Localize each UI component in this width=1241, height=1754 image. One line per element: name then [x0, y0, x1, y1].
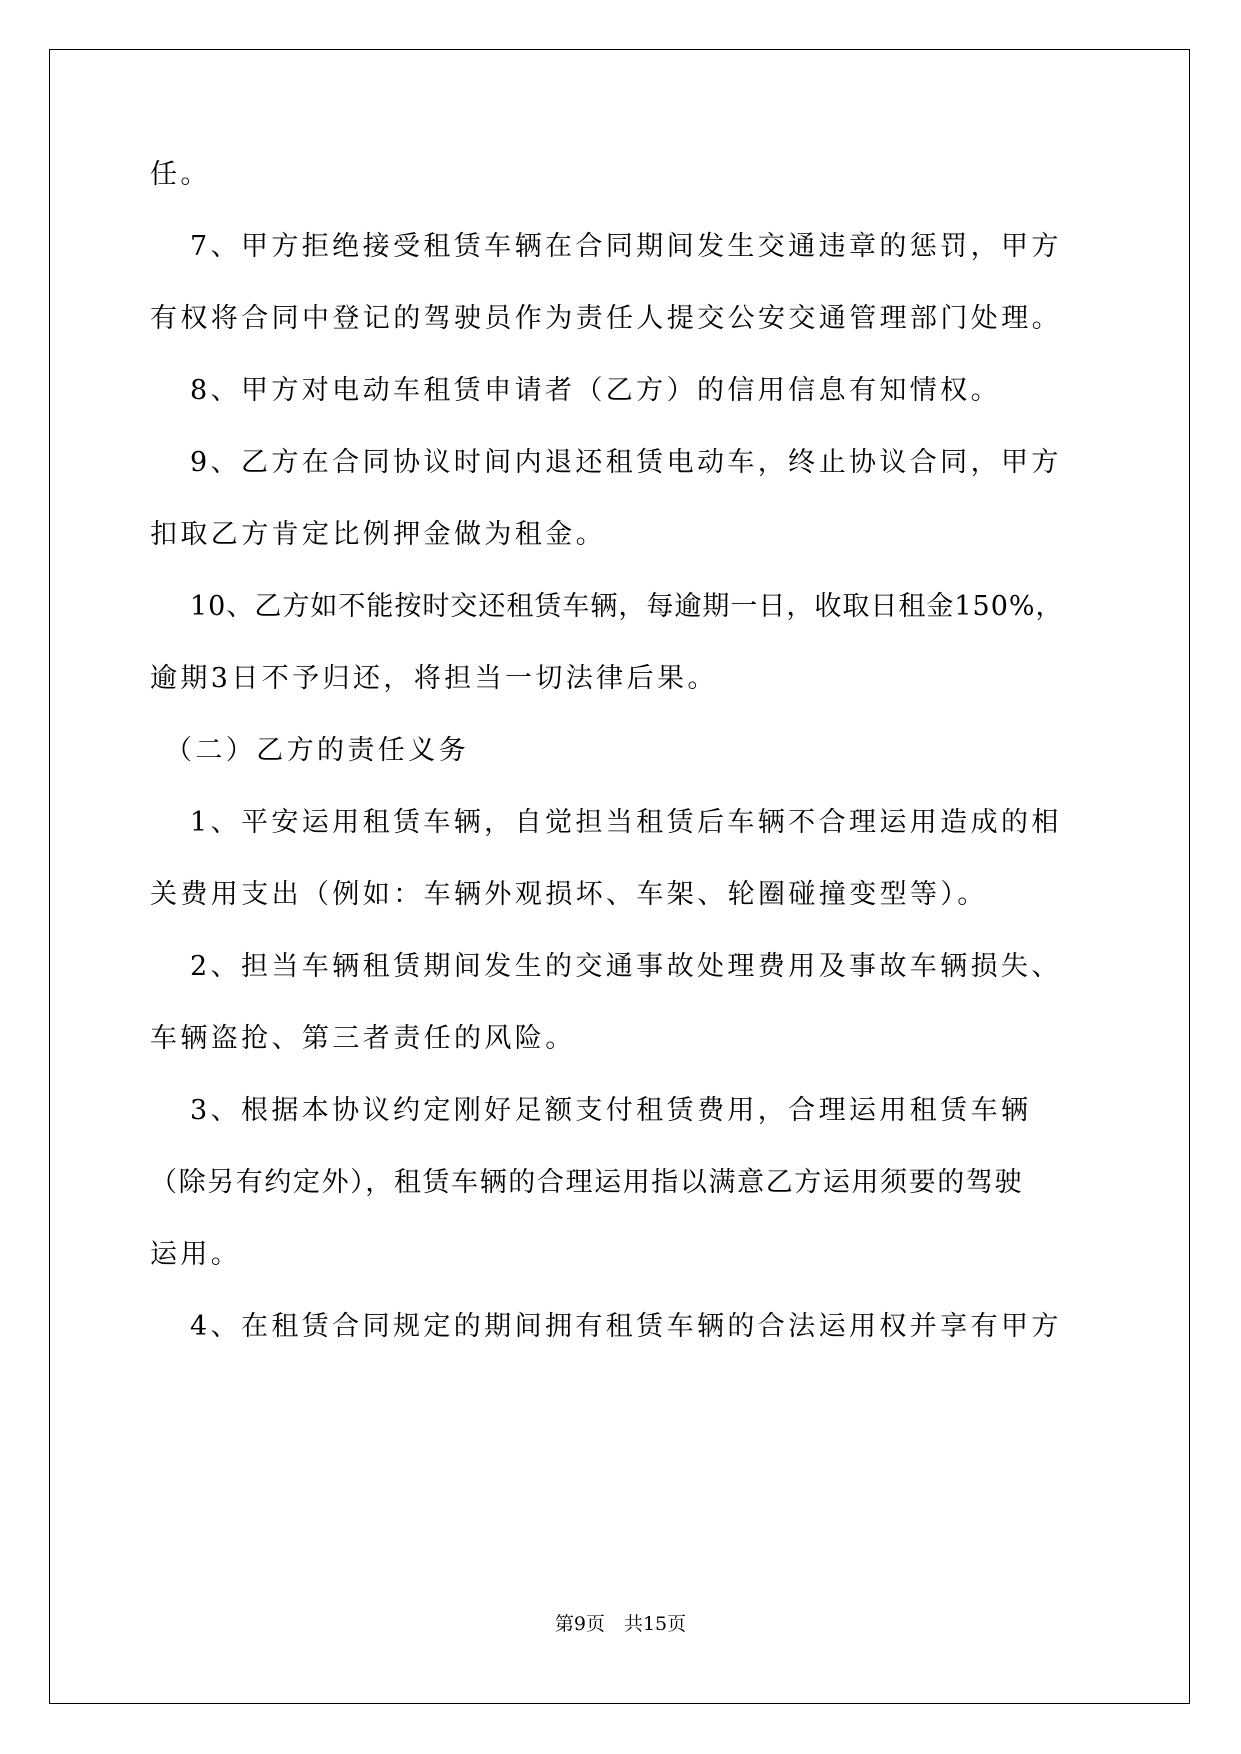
text-line: 4、在租赁合同规定的期间拥有租赁车辆的合法运用权并享有甲方 — [190, 1311, 1062, 1342]
text-line: 有权将合同中登记的驾驶员作为责任人提交公安交通管理部门处理。 — [150, 303, 1062, 334]
text-line: 9、乙方在合同协议时间内退还租赁电动车，终止协议合同，甲方 — [190, 447, 1062, 478]
text-line: 运用。 — [150, 1239, 242, 1270]
text-line: 扣取乙方肯定比例押金做为租金。 — [150, 519, 606, 550]
text-line: 任。 — [150, 159, 211, 190]
text-line: 1、平安运用租赁车辆，自觉担当租赁后车辆不合理运用造成的相 — [190, 807, 1062, 838]
text-line: 3、根据本协议约定刚好足额支付租赁费用，合理运用租赁车辆 — [190, 1095, 1032, 1126]
text-line: （除另有约定外），租赁车辆的合理运用指以满意乙方运用须要的驾驶 — [150, 1167, 1024, 1198]
text-line: 关费用支出（例如：车辆外观损坏、车架、轮圈碰撞变型等）。 — [150, 879, 988, 910]
text-line: 7、甲方拒绝接受租赁车辆在合同期间发生交通违章的惩罚，甲方 — [190, 231, 1062, 262]
page-number-footer: 第9页 共15页 — [554, 1613, 687, 1635]
text-line: 逾期3日不予归还，将担当一切法律后果。 — [150, 663, 718, 694]
text-line: 10、乙方如不能按时交还租赁车辆，每逾期一日，收取日租金150%， — [190, 591, 1064, 622]
text-line: 8、甲方对电动车租赁申请者（乙方）的信用信息有知情权。 — [190, 375, 1001, 406]
section-heading: （二）乙方的责任义务 — [165, 735, 469, 766]
text-line: 2、担当车辆租赁期间发生的交通事故处理费用及事故车辆损失、 — [190, 951, 1062, 982]
text-line: 车辆盗抢、第三者责任的风险。 — [150, 1023, 576, 1054]
